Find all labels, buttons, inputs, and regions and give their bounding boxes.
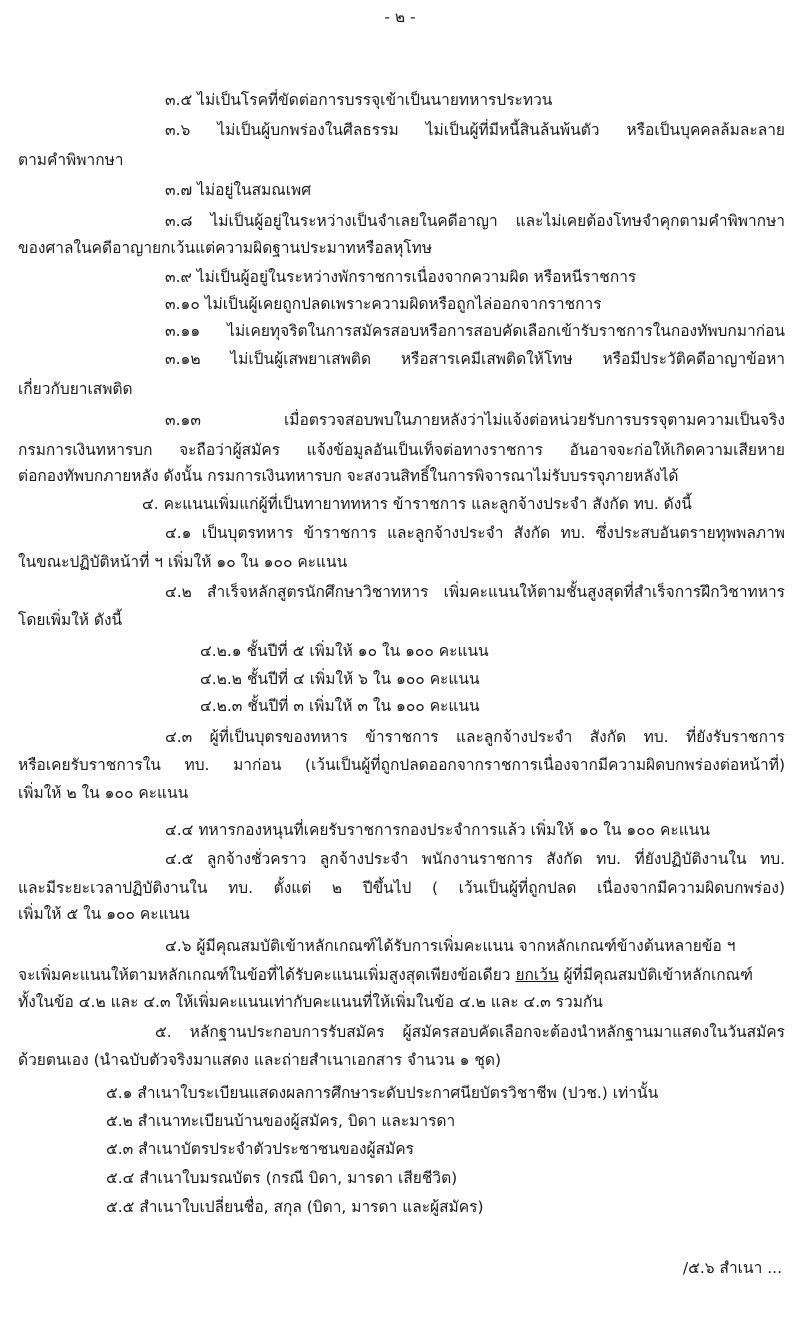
clause-3-10: ๓.๑๐ ไม่เป็นผู้เคยถูกปลดเพราะความผิดหรือถูกไล่ออกจากราชการ [165,295,602,313]
clause-4-3: ๔.๓ ผู้ที่เป็นบุตรของทหาร ข้าราชการ และลูกจ้างประจำ สังกัด ทบ. ที่ยังรับราชการ [165,728,785,746]
section-5-heading: ๕. หลักฐานประกอบการรับสมัคร ผู้สมัครสอบคัดเลือกจะต้องนำหลักฐานมาแสดงในวันสมัคร [155,1023,785,1041]
clause-3-12-cont: เกี่ยวกับยาเสพติด [18,380,133,398]
clause-3-11: ๓.๑๑ ไม่เคยทุจริตในการสมัครสอบหรือการสอบคัดเลือกเข้ารับราชการในกองทัพบกมาก่อน [165,322,785,340]
clause-3-8: ๓.๘ ไม่เป็นผู้อยู่ในระหว่างเป็นจำเลยในคดีอาญา และไม่เคยต้องโทษจำคุกตามคำพิพากษา [165,212,785,230]
continuation-note: /๕.๖ สำเนา ... [682,1259,782,1277]
text-run: ผู้ที่มีคุณสมบัติเข้าหลักเกณฑ์ [558,966,753,984]
clause-3-6-cont: ตามคำพิพากษา [18,151,124,169]
clause-4-6: ๔.๖ ผู้มีคุณสมบัติเข้าหลักเกณฑ์ได้รับการเพิ่มคะแนน จากหลักเกณฑ์ข้างต้นหลายข้อ ฯ [165,937,736,955]
clause-4-3-cont-1: หรือเคยรับราชการใน ทบ. มาก่อน (เว้นเป็นผู้ที่ถูกปลดออกจากราชการเนื่องจากมีความผิดบกพร่องต่อหน้าที่) [18,756,785,774]
clause-4-3-cont-2: เพิ่มให้ ๒ ใน ๑๐๐ คะแนน [18,784,189,802]
clause-4-2-1: ๔.๒.๑ ชั้นปีที่ ๕ เพิ่มให้ ๑๐ ใน ๑๐๐ คะแนน [200,642,489,660]
section-4-heading: ๔. คะแนนเพิ่มแก่ผู้ที่เป็นทายาททหาร ข้าราชการ และลูกจ้างประจำ สังกัด ทบ. ดังนี้ [142,495,692,513]
clause-4-6-cont-2: ทั้งในข้อ ๔.๒ และ ๔.๓ ให้เพิ่มคะแนนเท่ากับคะแนนที่ให้เพิ่มในข้อ ๔.๒ และ ๔.๓ รวมกัน [18,993,603,1011]
clause-4-1-cont: ในขณะปฏิบัติหน้าที่ ฯ เพิ่มให้ ๑๐ ใน ๑๐๐ คะแนน [18,553,348,571]
clause-4-2-cont: โดยเพิ่มให้ ดังนี้ [18,611,123,629]
clause-3-8-cont: ของศาลในคดีอาญายกเว้นแต่ความผิดฐานประมาทหรือลหุโทษ [18,239,433,257]
clause-4-1: ๔.๑ เป็นบุตรทหาร ข้าราชการ และลูกจ้างประจำ สังกัด ทบ. ซึ่งประสบอันตรายทุพพลภาพ [165,524,785,542]
clause-5-1: ๕.๑ สำเนาใบระเบียนแสดงผลการศึกษาระดับประกาศนียบัตรวิชาชีพ (ปวช.) เท่านั้น [106,1084,659,1102]
clause-5-2: ๕.๒ สำเนาทะเบียนบ้านของผู้สมัคร, บิดา และมารดา [106,1112,456,1130]
clause-5-5: ๕.๕ สำเนาใบเปลี่ยนชื่อ, สกุล (บิดา, มารดา และผู้สมัคร) [106,1198,484,1216]
clause-3-13-cont-2: ต่อกองทัพบกภายหลัง ดังนั้น กรมการเงินทหารบก จะสงวนสิทธิ์ในการพิจารณาไม่รับบรรจุภายหลังได้ [18,467,679,485]
clause-4-5-cont-2: เพิ่มให้ ๕ ใน ๑๐๐ คะแนน [18,905,190,923]
clause-3-12: ๓.๑๒ ไม่เป็นผู้เสพยาเสพติด หรือสารเคมีเสพติดให้โทษ หรือมีประวัติคดีอาญาข้อหา [165,350,785,368]
clause-3-7: ๓.๗ ไม่อยู่ในสมณเพศ [165,181,312,199]
clause-4-4: ๔.๔ ทหารกองหนุนที่เคยรับราชการกองประจำการแล้ว เพิ่มให้ ๑๐ ใน ๑๐๐ คะแนน [165,821,710,839]
clause-3-13-cont-1: กรมการเงินทหารบก จะถือว่าผู้สมัคร แจ้งข้อมูลอันเป็นเท็จต่อทางราชการ อันอาจจะก่อให้เกิดความเสียหาย [18,441,785,459]
page-number: - ๒ - [384,8,416,26]
clause-3-13: ๓.๑๓ เมื่อตรวจสอบพบในภายหลังว่าไม่แจ้งต่อหน่วยรับการบรรจุตามความเป็นจริง [165,411,785,429]
clause-5-4: ๕.๔ สำเนาใบมรณบัตร (กรณี บิดา, มารดา เสียชีวิต) [106,1169,458,1187]
clause-4-5-cont-1: และมีระยะเวลาปฏิบัติงานใน ทบ. ตั้งแต่ ๒ ปีขึ้นไป ( เว้นเป็นผู้ที่ถูกปลด เนื่องจากมีความผิดบกพร่อง) [18,879,785,897]
underlined-exception: ยกเว้น [515,966,559,984]
clause-4-5: ๔.๕ ลูกจ้างชั่วคราว ลูกจ้างประจำ พนักงานราชการ สังกัด ทบ. ที่ยังปฏิบัติงานใน ทบ. [165,850,785,868]
clause-3-5: ๓.๕ ไม่เป็นโรคที่ขัดต่อการบรรจุเข้าเป็นนายทหารประทวน [165,91,553,109]
clause-3-6: ๓.๖ ไม่เป็นผู้บกพร่องในศีลธรรม ไม่เป็นผู้ที่มีหนี้สินล้นพ้นตัว หรือเป็นบุคคลล้มละลาย [165,121,785,139]
clause-5-3: ๕.๓ สำเนาบัตรประจำตัวประชาชนของผู้สมัคร [106,1140,414,1158]
section-5-cont: ด้วยตนเอง (นำฉบับตัวจริงมาแสดง และถ่ายสำเนาเอกสาร จำนวน ๑ ชุด) [18,1051,502,1069]
clause-3-9: ๓.๙ ไม่เป็นผู้อยู่ในระหว่างพักราชการเนื่องจากความผิด หรือหนีราชการ [165,268,637,286]
text-run: จะเพิ่มคะแนนให้ตามหลักเกณฑ์ในข้อที่ได้รับคะแนนเพิ่มสูงสุดเพียงข้อเดียว [18,966,516,984]
clause-4-2: ๔.๒ สำเร็จหลักสูตรนักศึกษาวิชาทหาร เพิ่มคะแนนให้ตามชั้นสูงสุดที่สำเร็จการฝึกวิชาทหาร [165,583,785,601]
clause-4-2-3: ๔.๒.๓ ชั้นปีที่ ๓ เพิ่มให้ ๓ ใน ๑๐๐ คะแนน [200,697,480,715]
clause-4-6-cont-1 [18,964,753,986]
clause-4-2-2: ๔.๒.๒ ชั้นปีที่ ๔ เพิ่มให้ ๖ ใน ๑๐๐ คะแนน [200,670,480,688]
